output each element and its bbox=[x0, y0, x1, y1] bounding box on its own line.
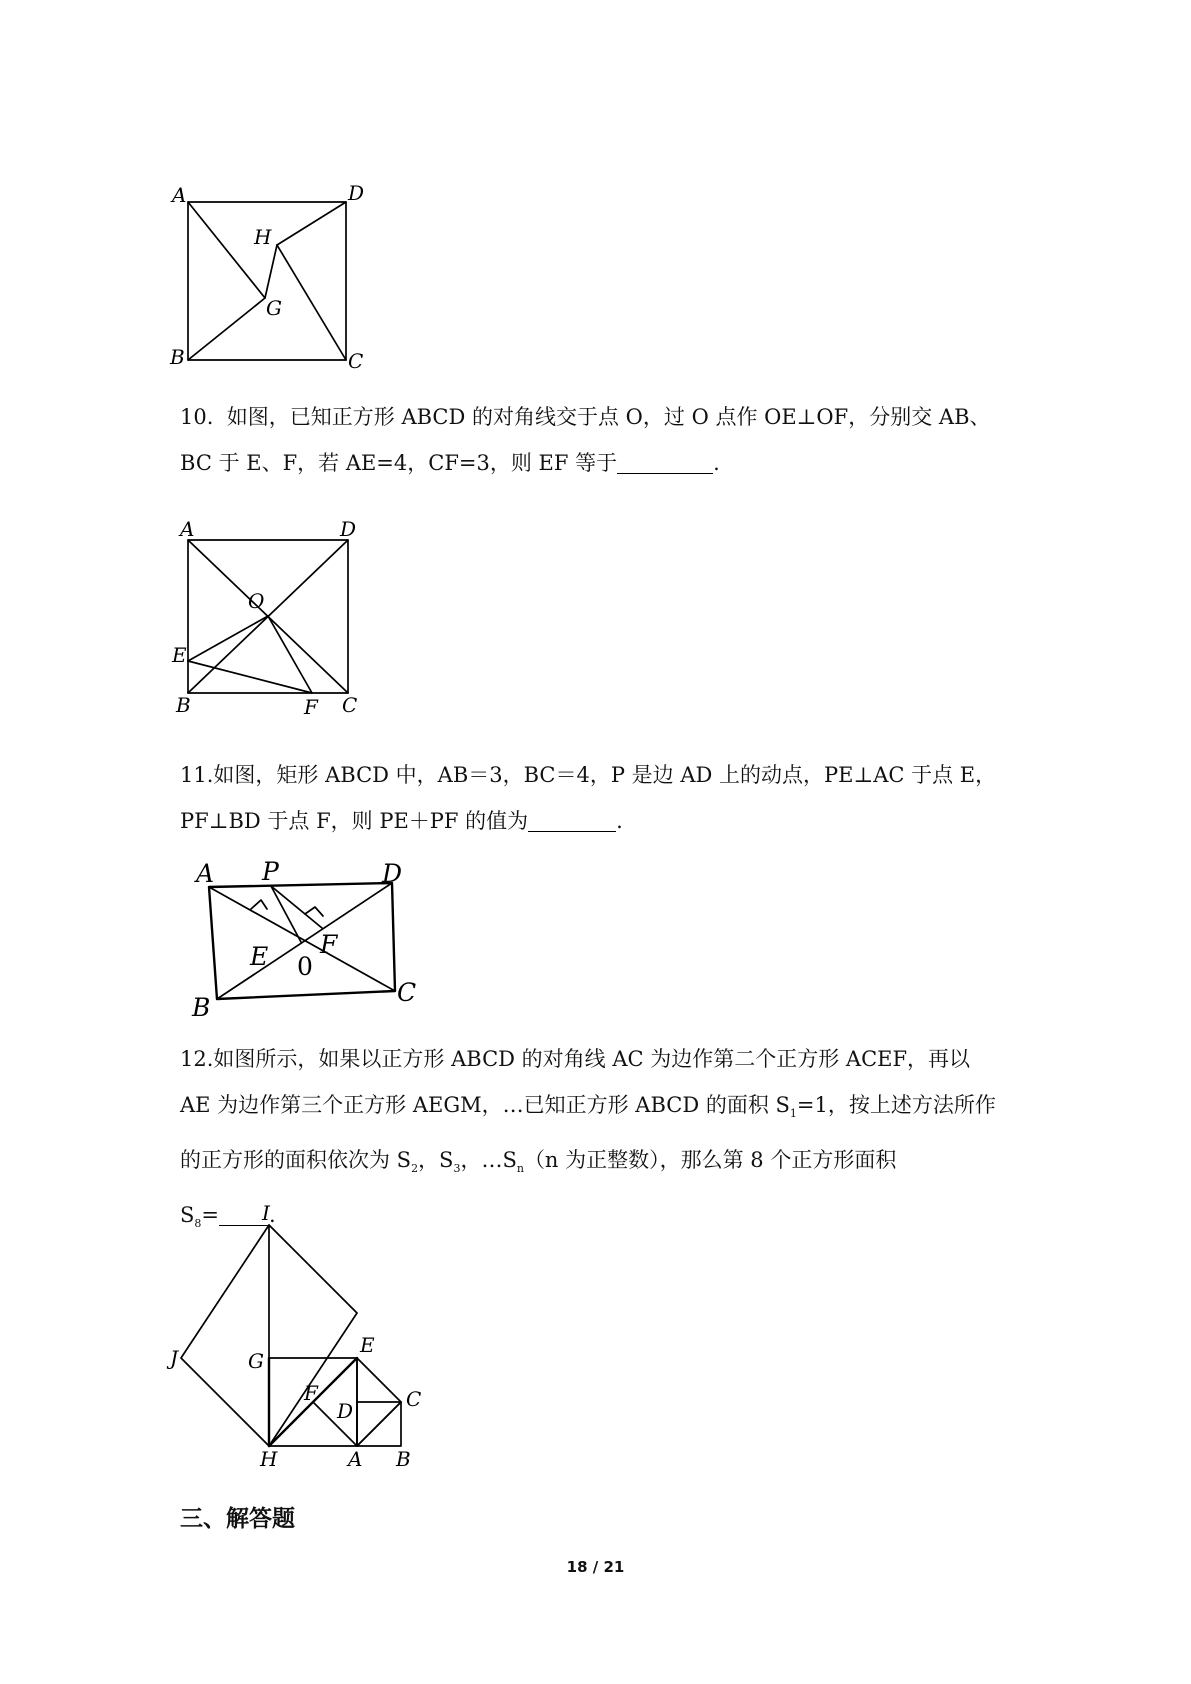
label-o: O bbox=[248, 589, 265, 613]
page-number: 18 / 21 bbox=[566, 1558, 625, 1576]
question-10-line-2 bbox=[180, 440, 1040, 486]
question-text: （n 为正整数），那么第 8 个正方形面积 bbox=[523, 1148, 897, 1172]
figure-q9 bbox=[170, 180, 370, 373]
label-a: A bbox=[348, 1447, 363, 1471]
question-12-line-1 bbox=[180, 1036, 1040, 1082]
label-d: D bbox=[382, 859, 403, 888]
figure-q12 bbox=[170, 1201, 470, 1471]
question-11-line-2 bbox=[180, 798, 1040, 844]
label-c: C bbox=[406, 1387, 422, 1411]
question-text: 如图，已知正方形 ABCD 的对角线交于点 O，过 O 点作 OE⊥OF，分别交 AB、 bbox=[226, 405, 991, 429]
label-d: D bbox=[337, 1399, 354, 1423]
label-a: A bbox=[172, 183, 187, 207]
segment-ef bbox=[188, 661, 312, 693]
label-b: B bbox=[192, 993, 211, 1022]
label-c: C bbox=[348, 349, 364, 373]
question-text: S bbox=[180, 1203, 195, 1227]
label-h: H bbox=[254, 225, 272, 249]
question-text: BC 于 E、F，若 AE=4，CF=3，则 EF 等于 bbox=[180, 451, 618, 475]
subscript: 3 bbox=[453, 1162, 461, 1175]
subscript: 8 bbox=[194, 1217, 202, 1230]
label-g: G bbox=[266, 296, 282, 320]
question-text: ，…S bbox=[460, 1148, 517, 1172]
label-j: J bbox=[170, 1346, 179, 1370]
label-g: G bbox=[248, 1349, 264, 1373]
question-12-line-3 bbox=[180, 1137, 1040, 1192]
label-e: E bbox=[250, 942, 269, 971]
label-d: D bbox=[340, 517, 357, 541]
label-b: B bbox=[396, 1447, 411, 1471]
segment-dh bbox=[277, 202, 346, 245]
figure-q11 bbox=[180, 848, 440, 1022]
right-angle-mark-f bbox=[305, 907, 323, 916]
figure-q10 bbox=[170, 516, 370, 719]
segment-hc bbox=[277, 245, 346, 360]
question-punctuation: . bbox=[713, 451, 720, 475]
label-a: A bbox=[196, 859, 215, 888]
label-c: C bbox=[342, 693, 358, 717]
label-o: 0 bbox=[297, 952, 313, 981]
question-12-line-2 bbox=[180, 1082, 1040, 1137]
label-a: A bbox=[180, 517, 195, 541]
question-text: = bbox=[201, 1203, 219, 1227]
segment-pe bbox=[271, 886, 301, 942]
label-p: P bbox=[262, 857, 279, 886]
diagonal-ac bbox=[357, 1402, 401, 1446]
question-12 bbox=[180, 1036, 1040, 1247]
segment-ag bbox=[188, 202, 265, 298]
label-e: E bbox=[172, 643, 187, 667]
label-h: H bbox=[260, 1447, 278, 1471]
question-11 bbox=[180, 752, 1040, 844]
label-d: D bbox=[348, 181, 365, 205]
segment-bg bbox=[188, 298, 265, 360]
question-text: AE 为边作第三个正方形 AEGM，…已知正方形 ABCD 的面积 S bbox=[180, 1093, 790, 1117]
question-text: 如图，矩形 ABCD 中，AB＝3，BC＝4，P 是边 AD 上的动点，PE⊥AC 于点 E， bbox=[213, 763, 997, 787]
label-c: C bbox=[397, 978, 417, 1007]
question-number: 10. bbox=[180, 405, 214, 429]
question-10 bbox=[180, 394, 1040, 486]
question-10-line-1 bbox=[180, 394, 1040, 440]
question-text: ，S bbox=[418, 1148, 454, 1172]
label-i: I bbox=[262, 1201, 270, 1225]
label-e: E bbox=[360, 1333, 375, 1357]
answer-blank[interactable] bbox=[528, 807, 616, 832]
subscript: 2 bbox=[411, 1162, 419, 1175]
answer-blank[interactable] bbox=[617, 449, 713, 474]
label-f: F bbox=[320, 930, 338, 959]
question-11-line-1 bbox=[180, 752, 1040, 798]
question-punctuation: . bbox=[616, 809, 623, 833]
question-text: 的正方形的面积依次为 S bbox=[180, 1148, 412, 1172]
section-title: 三、解答题 bbox=[180, 1506, 295, 1532]
question-text: =1，按上述方法所作 bbox=[796, 1093, 996, 1117]
segment-of bbox=[268, 616, 312, 693]
question-number: 12. bbox=[180, 1047, 214, 1071]
question-text: PF⊥BD 于点 F，则 PE＋PF 的值为 bbox=[180, 809, 529, 833]
diagonal-bd bbox=[217, 883, 392, 999]
label-f: F bbox=[304, 695, 318, 719]
subscript: 1 bbox=[789, 1107, 797, 1120]
label-f: F bbox=[304, 1381, 318, 1405]
label-b: B bbox=[176, 693, 191, 717]
subscript: n bbox=[516, 1162, 524, 1175]
right-angle-mark-e bbox=[251, 900, 267, 909]
question-text: 如图所示，如果以正方形 ABCD 的对角线 AC 为边作第二个正方形 ACEF，再以 bbox=[213, 1047, 971, 1071]
question-number: 11. bbox=[180, 763, 214, 787]
segment-gh bbox=[265, 245, 277, 298]
question-punctuation: . bbox=[269, 1203, 276, 1227]
label-b: B bbox=[170, 345, 185, 369]
